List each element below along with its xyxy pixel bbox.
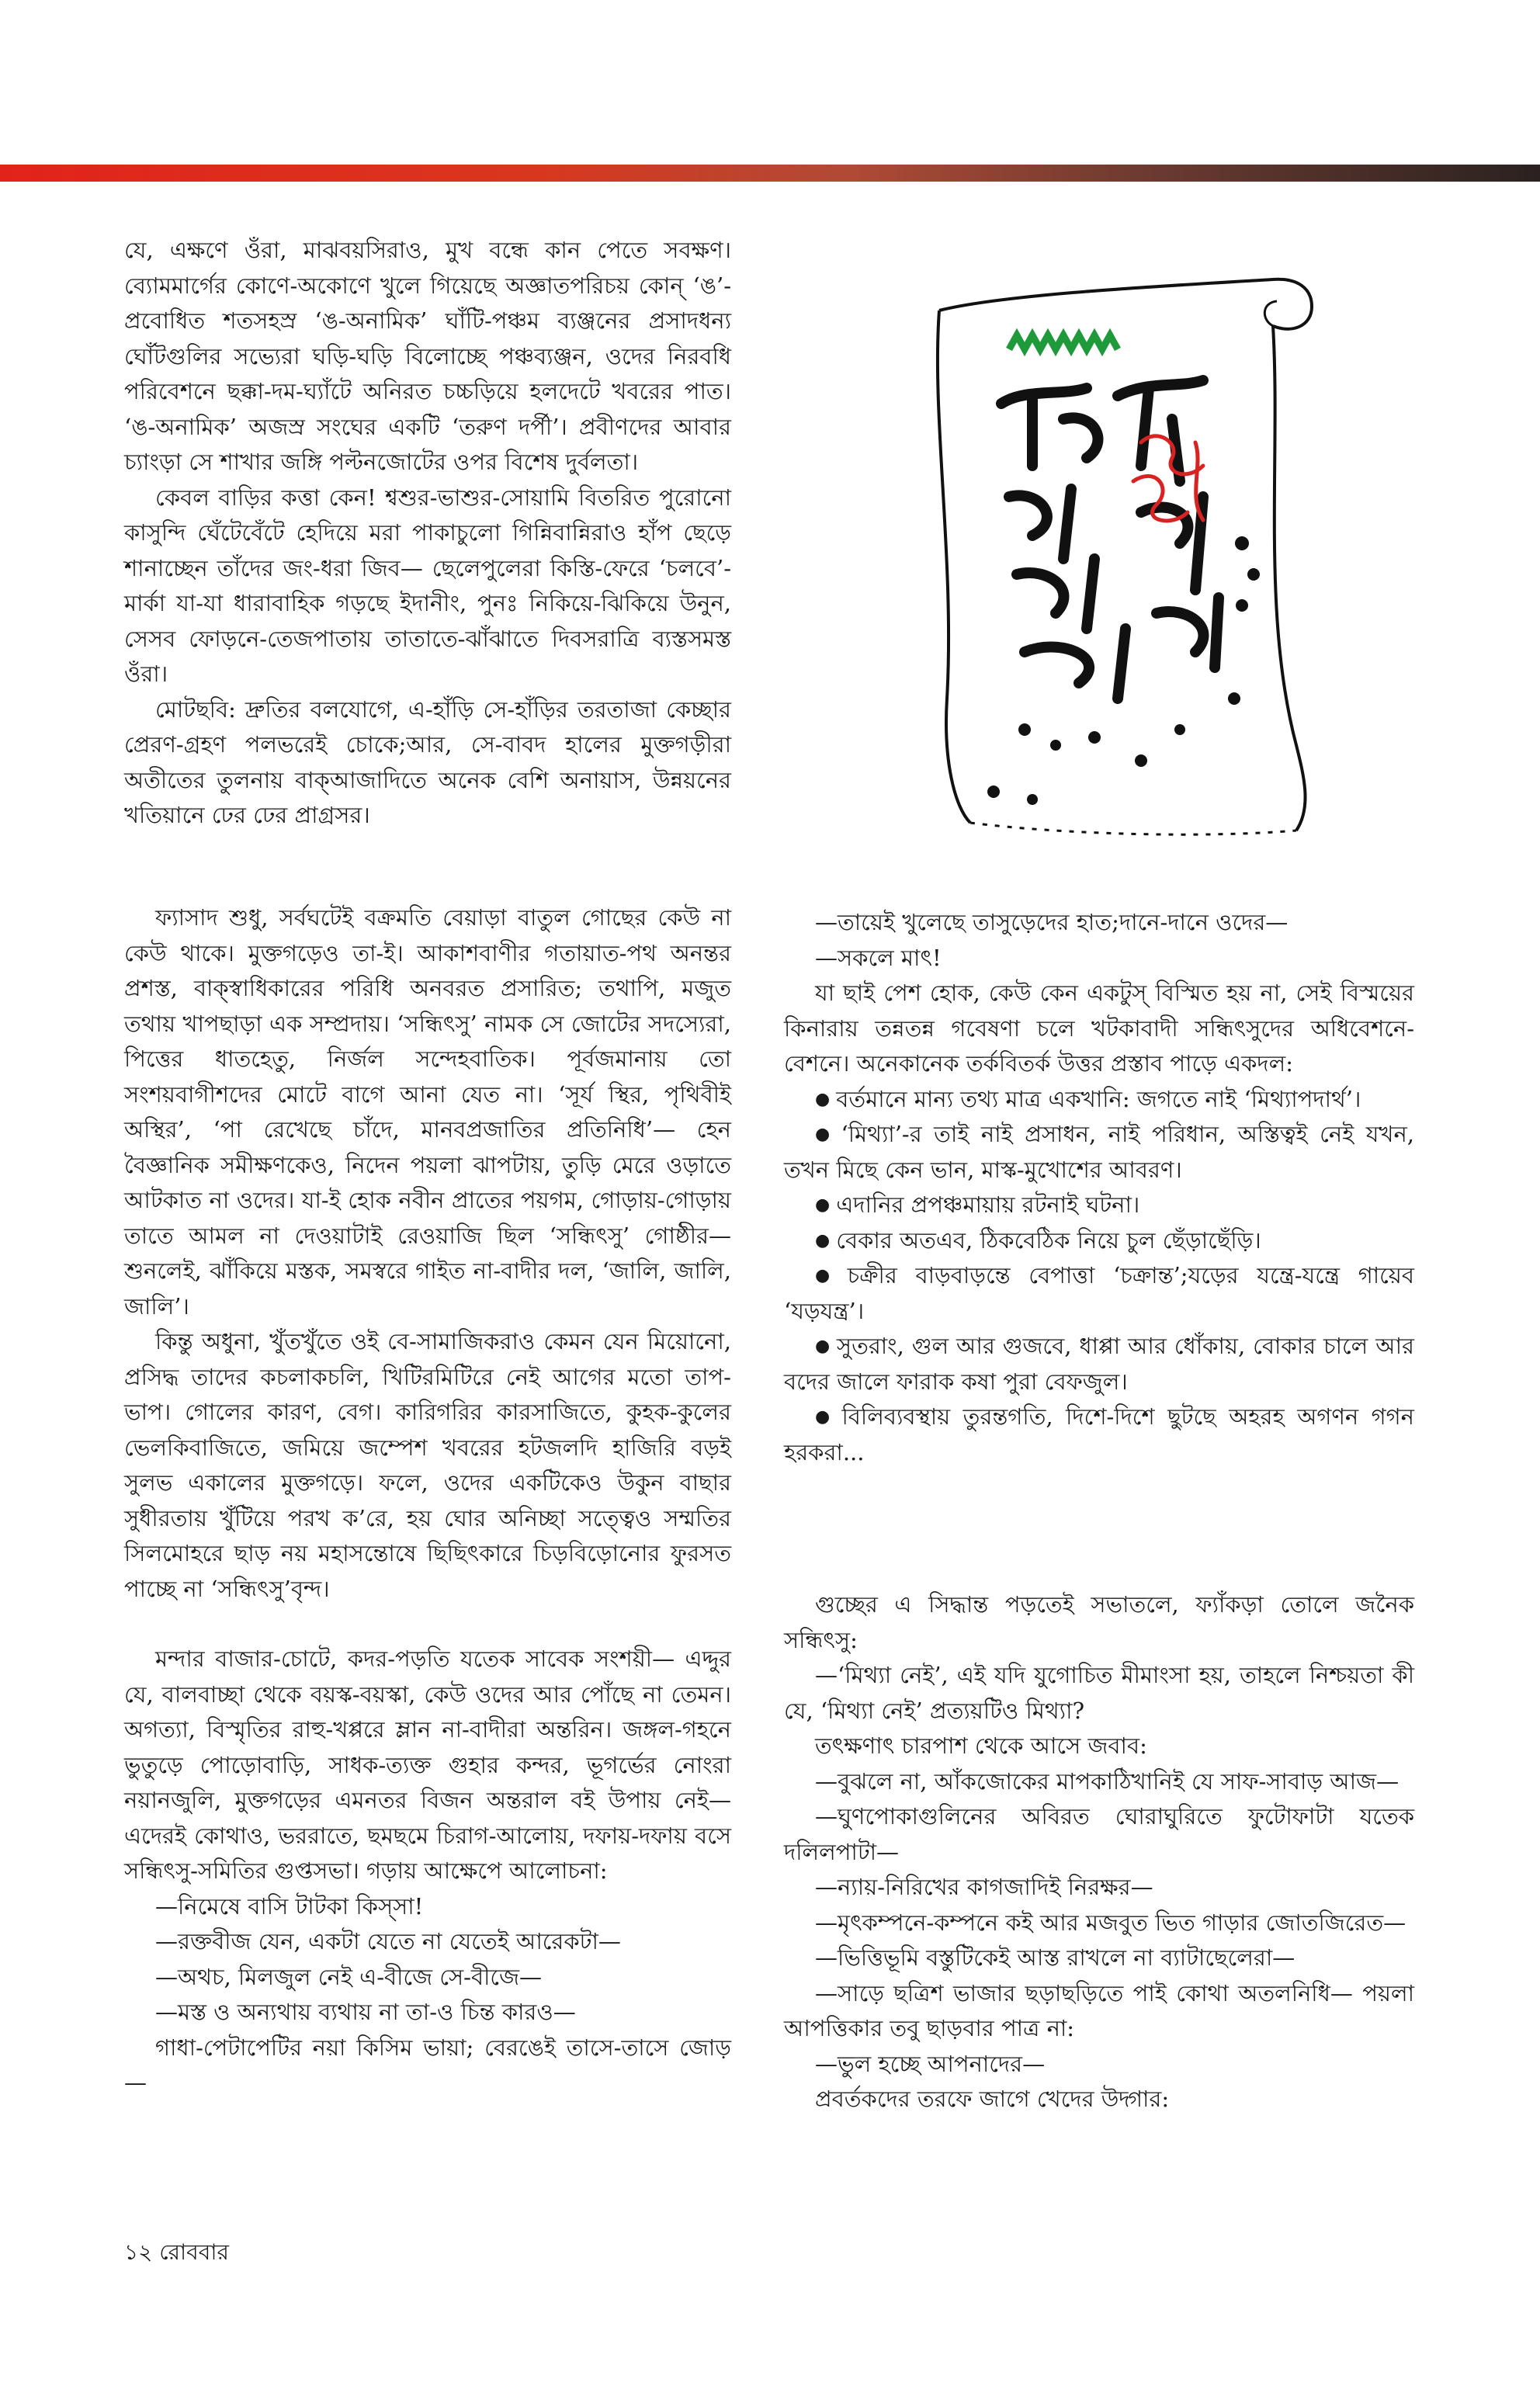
paragraph-text: —ভিত্তিভূমি বস্তুটিকেই আস্ত রাখলে না ব্যাটাছেলেরা— — [815, 1944, 1295, 1971]
paragraph — [124, 233, 731, 480]
paragraph — [784, 1082, 1414, 1118]
paragraph — [784, 905, 1414, 941]
paragraph — [124, 2031, 731, 2101]
paragraph-text: —মৃৎকম্পনে-কম্পনে কই আর মজবুত ভিত গাড়ার জোতজিরেত— — [815, 1909, 1406, 1936]
paragraph-text: যা ছাই পেশ হোক, কেউ কেন একটুস্‌ বিস্মিত হয় না, সেই বিস্ময়ের কিনারায় তন্নতন্ন গবেষণা চলে খটকাবাদী সন্ধিৎসুদের অধিবেশনে-বেশনে। অনেকানেক তর্কবিতর্ক উত্তর প্রস্তাব পাড়ে একদল: — [784, 980, 1414, 1077]
paragraph-text: চক্রীর বাড়বাড়ন্তে বেপাত্তা ‘চক্রান্ত’;যড়ের যন্ত্রে-যন্ত্রে গায়েব ‘যড়যন্ত্র’। — [784, 1262, 1414, 1324]
paragraph — [784, 1976, 1414, 2047]
paragraph-text: তৎক্ষণাৎ চারপাশ থেকে আসে জবাব: — [815, 1732, 1147, 1759]
bullet-icon: ● — [815, 1195, 831, 1215]
paragraph-text: সুতরাং, গুল আর গুজবে, ধাপ্পা আর ধোঁকায়, বোকার চালে আর বদের জালে ফারাক কষা পুরা বেফজুল। — [784, 1333, 1414, 1395]
paragraph-text: —মস্ত ও অন্যথায় ব্যথায় না তা-ও চিন্ত কারও— — [155, 1999, 576, 2025]
paragraph-text: প্রবর্তকদের তরফে জাগে খেদের উদ্গার: — [815, 2086, 1170, 2112]
paragraph — [784, 1587, 1414, 1658]
paragraph — [784, 976, 1414, 1082]
bullet-icon: ● — [815, 1337, 831, 1356]
paragraph-text: এদানির প্রপঞ্চমায়ায় রটনাই ঘটনা। — [836, 1191, 1140, 1218]
paragraph — [784, 2047, 1414, 2083]
paragraph — [784, 2082, 1414, 2117]
paragraph — [124, 1924, 731, 1960]
paragraph — [784, 1906, 1414, 1941]
paragraph — [124, 480, 731, 692]
paragraph-text: —সাড়ে ছত্রিশ ভাজার ছড়াছড়িতে পাই কোথা অতলনিধি— পয়লা আপত্তিকার তবু ছাড়বার পাত্র না: — [784, 1979, 1414, 2041]
paragraph-text: —ন্যায়-নিরিখের কাগজাদিই নিরক্ষর— — [815, 1874, 1153, 1900]
paragraph — [784, 1940, 1414, 1976]
bullet-icon: ● — [815, 1125, 835, 1144]
paragraph-text: —ভুল হচ্ছে আপনাদের— — [815, 2050, 1046, 2077]
bullet-icon: ● — [815, 1230, 831, 1250]
paragraph — [784, 1658, 1414, 1729]
paragraph-text: —রক্তবীজ যেন, একটা যেতে না যেতেই আরেকটা— — [155, 1928, 621, 1954]
paragraph-text: গাধা-পেটাপেটির নয়া কিসিম ভায়া; বেরঙেই তাসে-তাসে জোড়— — [124, 2034, 731, 2096]
paragraph-text: যে, এক্ষণে ওঁরা, মাঝবয়সিরাও, মুখ বন্ধে কান পেতে সবক্ষণ। ব্যোমমার্গের কোণে-অকোণে খুলে গিয়েছে অজ্ঞাতপরিচয় কোন্‌ ‘ঙ’-প্রবোধিত শতসহস্র ‘ঙ-অনামিক’ ঘাঁটি-পঞ্চম ব্যঞ্জনের প্রসাদধন্য ঘোঁটগুলির সভ্যেরা ঘড়ি-ঘড়ি বিলোচ্ছে পঞ্চব্যঞ্জন, ওদের নিরবধি পরিবেশনে ছক্কা-দম-ঘ্যাঁটে অনিরত চচ্চড়িয়ে হলদেটে খবরের পাত। ‘ঙ-অনামিক’ অজস্র সংঘের একটি ‘তরুণ দর্পী’। প্রবীণদের আবার চ্যাংড়া সে শাখার জঙ্গি পল্টনজোটের ওপর বিশেষ দুর্বলতা। — [124, 237, 731, 475]
paragraph — [784, 1329, 1414, 1399]
paragraph-text: ফ্যাসাদ শুধু, সর্বঘটেই বক্রমতি বেয়াড়া বাতুল গোছের কেউ না কেউ থাকে। মুক্তগড়েও তা-ই। আকাশবাণীর গতায়াত-পথ অনন্তর প্রশস্ত, বাক্‌স্বাধিকারের পরিধি অনবরত প্রসারিত; তথাপি, মজুত তথায় খাপছাড়া এক সম্প্রদায়। ‘সন্ধিৎসু’ নামক সে জোটের সদস্যেরা, পিত্তের ধাতহেতু, নির্জল সন্দেহবাতিক। পূর্বজমানায় তো সংশয়বাগীশদের মোটে বাগে আনা যেত না। ‘সূর্য স্থির, পৃথিবীই অস্থির’, ‘পা রেখেছে চাঁদে, মানবপ্রজাতির প্রতিনিধি’— হেন বৈজ্ঞানিক সমীক্ষণকেও, নিদেন পয়লা ঝাপটায়, তুড়ি মেরে ওড়াতে আটকাত না ওদের। যা-ই হোক নবীন প্রাতের পয়গম, গোড়ায়-গোড়ায় তাতে আমল না দেওয়াটাই রেওয়াজি ছিল ‘সন্ধিৎসু’ গোষ্ঠীর— শুনলেই, ঝাঁকিয়ে মস্তক, সমস্বরে গাইত না-বাদীর দল, ‘জালি, জালি, জালি’। — [124, 904, 731, 1320]
paragraph — [784, 1399, 1414, 1470]
paragraph — [784, 1117, 1414, 1188]
paragraph — [124, 1324, 731, 1607]
top-color-bar — [0, 165, 1540, 182]
paragraph — [784, 1870, 1414, 1906]
paragraph-text: —বুঝলে না, আঁকজোকের মাপকাঠিখানিই যে সাফ-সাবাড় আজ— — [815, 1767, 1400, 1795]
paragraph — [784, 1223, 1414, 1259]
paragraph-text: বিলিব্যবস্থায় তুরন্তগতি, দিশে-দিশে ছুটছে অহরহ অগণন গগন হরকরা... — [784, 1403, 1414, 1465]
paragraph-text: —ঘুণপোকাগুলিনের অবিরত ঘোরাঘুরিতে ফুটোফাটা যতেক দলিলপাটা— — [784, 1803, 1414, 1865]
paragraph — [784, 941, 1414, 976]
paragraph-text: বেকার অতএব, ঠিকবেঠিক নিয়ে চুল ছেঁড়াছেঁড়ি। — [836, 1226, 1261, 1254]
paragraph — [124, 1642, 731, 1889]
paragraph — [784, 1188, 1414, 1223]
paragraph-text: —সকলে মাৎ! — [815, 944, 942, 971]
paragraph — [124, 692, 731, 834]
column-2-top — [784, 905, 1414, 1470]
bullet-icon: ● — [815, 1407, 836, 1427]
column-1-top — [124, 233, 731, 834]
paragraph — [124, 1995, 731, 2031]
column-1-bottom — [124, 900, 731, 2101]
bullet-icon: ● — [815, 1089, 831, 1109]
paragraph-text: মোটছবি: দ্রুতির বলযোগে, এ-হাঁড়ি সে-হাঁড়ির তরতাজা কেচ্ছার প্রেরণ-গ্রহণ পলভরেই চোকে;আর, সে-বাবদ হালের মুক্তগড়ীরা অতীতের তুলনায় বাক্‌আজাদিতে অনেক বেশি অনায়াস, উন্নয়নের খতিয়ানে ঢের ঢের প্রাগ্রসর। — [124, 695, 731, 828]
paragraph — [784, 1729, 1414, 1764]
paragraph — [124, 900, 731, 1324]
paragraph-text: —‘মিথ্যা নেই’, এই যদি যুগোচিত মীমাংসা হয়, তাহলে নিশ্চয়তা কী যে, ‘মিথ্যা নেই’ প্রত্যয়টিও মিথ্যা? — [784, 1662, 1414, 1724]
paragraph-text: —নিমেষে বাসি টাটকা কিস্‌সা! — [155, 1892, 424, 1920]
paragraph-text: —অথচ, মিলজুল নেই এ-বীজে সে-বীজে— — [155, 1963, 543, 1990]
paragraph — [784, 1258, 1414, 1329]
paragraph-text: কিন্তু অধুনা, খুঁতখুঁতে ওই বে-সামাজিকরাও কেমন যেন মিয়োনো, প্রসিদ্ধ তাদের কচলাকচলি, খিটিরমিটিরে নেই আগের মতো তাপ-ভাপ। গোলের কারণ, বেগ। কারিগরির কারসাজিতে, কুহক-কুলের ভেলকিবাজিতে, জমিয়ে জম্পেশ খবরের হটজলদি হাজিরি বড়ই সুলভ একালের মুক্তগড়ে। ফলে, ওদের একটিকেও উকুন বাছার সুধীরতায় খুঁটিয়ে পরখ ক’রে, হয় ঘোর অনিচ্ছা সত্ত্বেও সম্মতির সিলমোহরে ছাড় নয় মহাসন্তোষে ছিছিৎকারে চিড়বিড়োনোর ফুরসত পাচ্ছে না ‘সন্ধিৎসু’বৃন্দ। — [124, 1328, 731, 1602]
paragraph-text: বর্তমানে মান্য তথ্য মাত্র একখানি: জগতে নাই ‘মিথ্যাপদার্থ’। — [836, 1085, 1361, 1112]
column-2-bottom — [784, 1587, 1414, 2117]
page-footer: ১২ রোববার — [124, 2239, 229, 2265]
scroll-calligraphy-illustration — [908, 264, 1343, 854]
paragraph-text: কেবল বাড়ির কত্তা কেন! শ্বশুর-ভাশুর-সোয়ামি বিতরিত পুরোনো কাসুন্দি ঘেঁটেবেঁটে হেদিয়ে মরা পাকাচুলো গিন্নিবান্নিরাও হাঁপ ছেড়ে শানাচ্ছেন তাঁদের জং-ধরা জিব— ছেলেপুলেরা কিস্তি-ফেরে ‘চলবে’-মার্কা যা-যা ধারাবাহিক গড়ছে ইদানীং, পুনঃ নিকিয়ে-ঝিকিয়ে উনুন, সেসব ফোড়নে-তেজপাতায় তাতাতে-ঝাঁঝাতে দিবসরাত্রি ব্যস্তসমস্ত ওঁরা। — [124, 484, 731, 687]
paragraph — [784, 1799, 1414, 1870]
paragraph-text: ‘মিথ্যা’-র তাই নাই প্রসাধন, নাই পরিধান, অস্তিত্বই নেই যখন, তখন মিছে কেন ভান, মাস্ক-মুখোশের আবরণ। — [784, 1121, 1414, 1183]
paragraph-text: গুচ্ছের এ সিদ্ধান্ত পড়তেই সভাতলে, ফ্যাঁকড়া তোলে জনৈক সন্ধিৎসু: — [784, 1591, 1414, 1653]
bullet-icon: ● — [815, 1266, 841, 1285]
paragraph-text: মন্দার বাজার-চোটে, কদর-পড়তি যতেক সাবেক সংশয়ী— এদ্দুর যে, বালবাচ্ছা থেকে বয়স্ক-বয়স্কা, কেউ ওদের আর পোঁছে না তেমন। অগত্যা, বিস্মৃতির রাহু-খপ্পরে ম্লান না-বাদীরা অন্তরিন। জঙ্গল-গহনে ভুতুড়ে পোড়োবাড়ি, সাধক-ত্যক্ত গুহার কন্দর, ভূগর্ভের নোংরা নয়ানজুলি, মুক্তগড়ের এমনতর বিজন অন্তরাল বই উপায় নেই— এদেরই কোথাও, ভররাতে, ছমছমে চিরাগ-আলোয়, দফায়-দফায় বসে সন্ধিৎসু-সমিতির গুপ্তসভা। গড়ায় আক্ষেপে আলোচনা: — [124, 1646, 731, 1884]
paragraph — [784, 1764, 1414, 1800]
paragraph — [124, 1960, 731, 1996]
paragraph — [124, 1889, 731, 1925]
paragraph-text: —তায়েই খুলেছে তাসুড়েদের হাত;দানে-দানে ওদের— — [815, 909, 1289, 935]
